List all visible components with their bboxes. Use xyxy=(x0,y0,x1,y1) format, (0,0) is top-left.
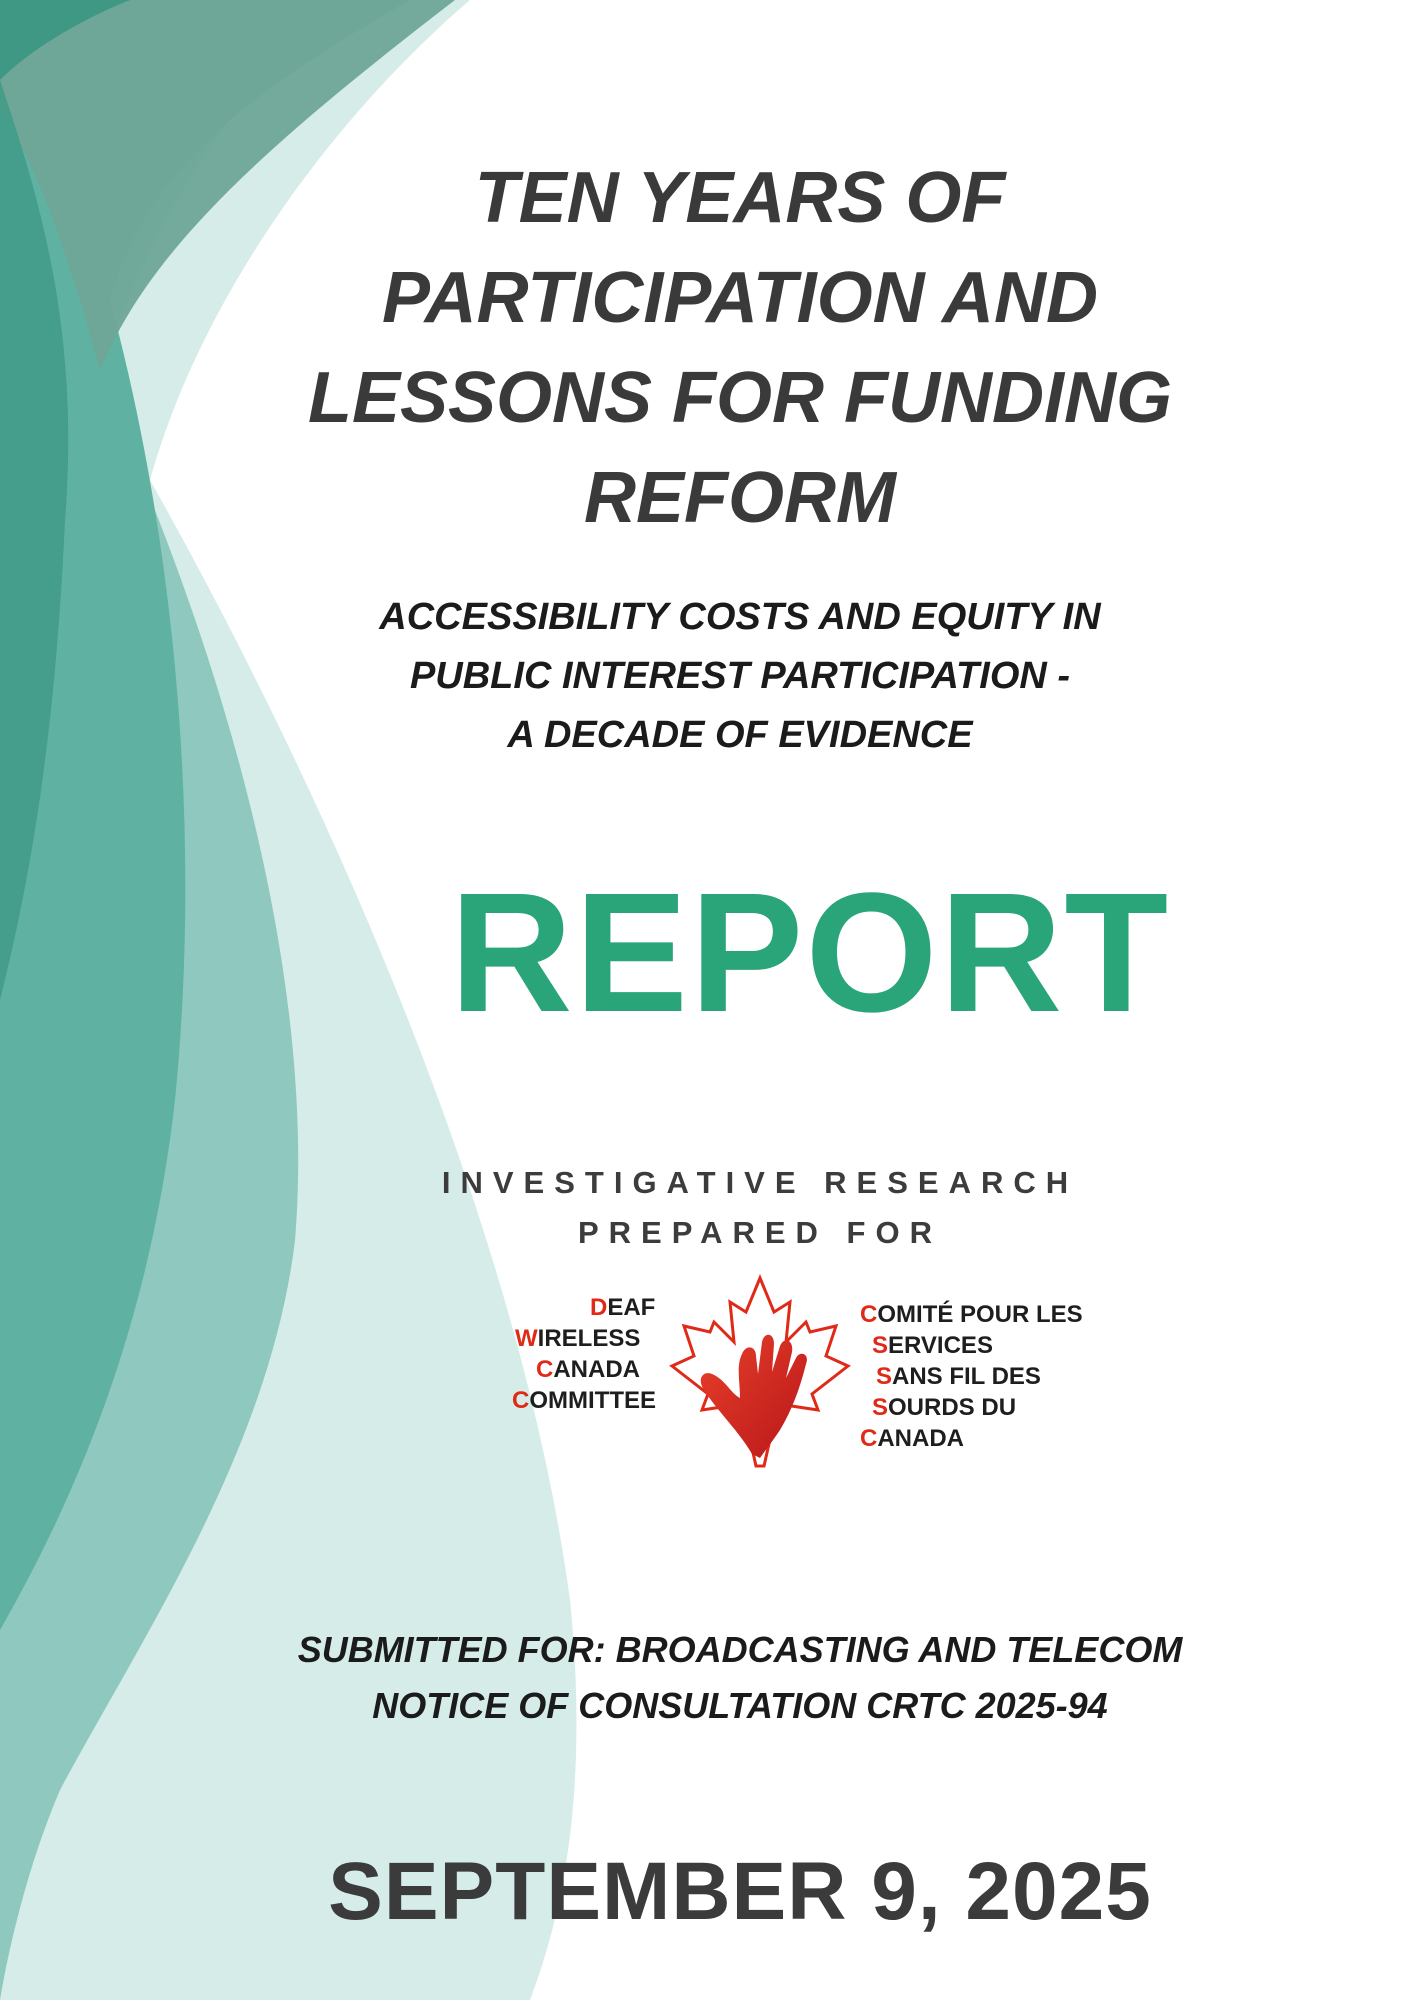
logo-line: SANS FIL DES xyxy=(876,1363,1041,1390)
logo-line: DEAF xyxy=(590,1294,656,1321)
prepared-for-text xyxy=(390,1158,1130,1258)
logo-line: SOURDS DU xyxy=(872,1394,1017,1421)
logo-line: WIRELESS xyxy=(515,1325,641,1352)
logo-line: COMITÉ POUR LES xyxy=(860,1301,1083,1328)
title-line: TEN YEARS OF xyxy=(474,158,1006,238)
report-date: SEPTEMBER 9, 2025 xyxy=(328,1846,1152,1937)
logo-line: CANADA xyxy=(860,1425,965,1452)
title-line: LESSONS FOR FUNDING xyxy=(307,358,1173,438)
submission-line: SUBMITTED FOR: BROADCASTING AND TELECOM xyxy=(297,1629,1183,1670)
prepared-line: PREPARED FOR xyxy=(577,1215,942,1250)
subtitle-line: A DECADE OF EVIDENCE xyxy=(507,714,973,756)
subtitle-line: PUBLIC INTEREST PARTICIPATION - xyxy=(409,655,1071,697)
maple-leaf-hand-icon xyxy=(660,1270,860,1470)
submission-line: NOTICE OF CONSULTATION CRTC 2025-94 xyxy=(372,1685,1108,1726)
title-line: PARTICIPATION AND xyxy=(382,258,1098,338)
report-label: REPORT xyxy=(449,858,1171,1048)
logo-french-name xyxy=(860,1299,1160,1454)
logo-english-name xyxy=(430,1292,658,1416)
prepared-line: INVESTIGATIVE RESEARCH xyxy=(441,1165,1079,1200)
subtitle-line: ACCESSIBILITY COSTS AND EQUITY IN xyxy=(379,596,1101,638)
submission-note xyxy=(225,1622,1255,1734)
report-subtitle xyxy=(300,588,1180,765)
logo-line: COMMITTEE xyxy=(512,1387,656,1414)
title-line: REFORM xyxy=(584,458,896,538)
report-title xyxy=(230,148,1250,548)
logo-line: CANADA xyxy=(536,1356,641,1383)
logo-line: SERVICES xyxy=(872,1332,993,1359)
